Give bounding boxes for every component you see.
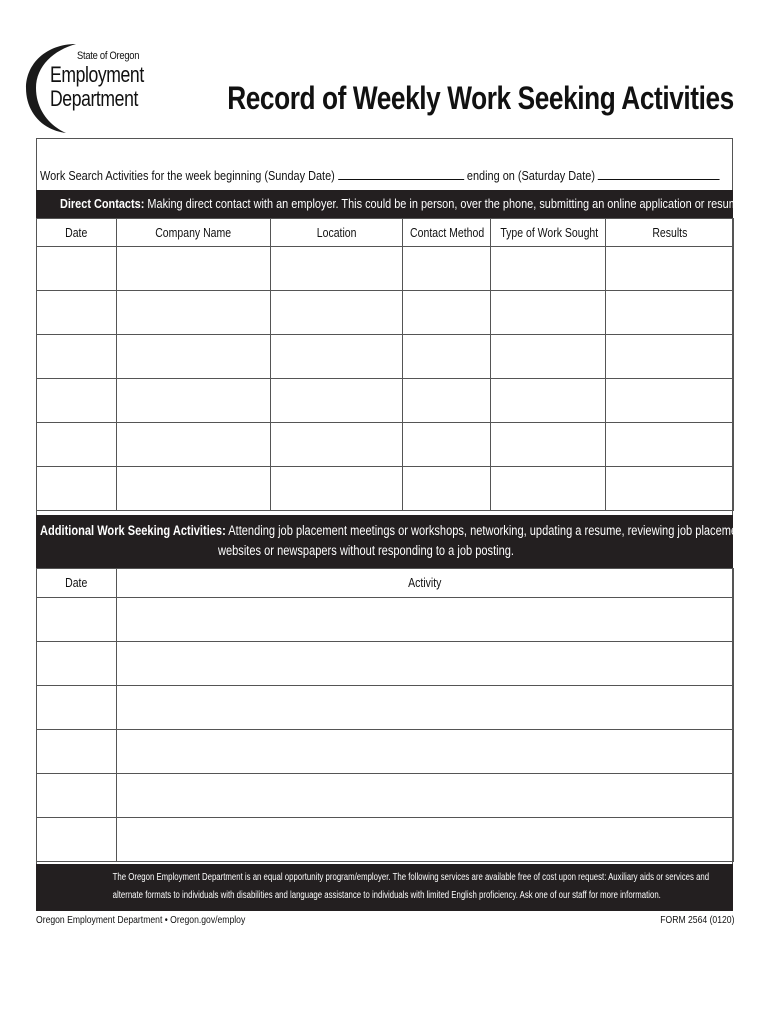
table-cell[interactable] — [37, 379, 117, 423]
table-cell[interactable] — [403, 423, 491, 467]
sunday-date-field[interactable] — [338, 167, 464, 180]
table-cell[interactable] — [37, 598, 117, 642]
table-cell[interactable] — [37, 291, 117, 335]
table-cell[interactable] — [606, 423, 734, 467]
table-cell[interactable] — [606, 335, 734, 379]
page-title: Record of Weekly Work Seeking Activities — [227, 80, 734, 116]
column-header: Company Name — [117, 219, 271, 247]
notice-line-2: alternate formats to individuals with disabilities and language assistance to individuals with limited English proficiency. Ask one of our staff for more information. — [112, 890, 661, 901]
table-cell[interactable] — [117, 291, 271, 335]
table-cell[interactable] — [271, 423, 403, 467]
table-cell[interactable] — [117, 467, 271, 511]
table-cell[interactable] — [271, 291, 403, 335]
table-cell[interactable] — [117, 335, 271, 379]
table-row — [37, 467, 734, 511]
additional-activities-text-2: websites or newspapers without responding to a job posting. — [218, 543, 514, 558]
equal-opportunity-notice — [36, 864, 733, 911]
table-cell[interactable] — [37, 247, 117, 291]
table-cell[interactable] — [491, 335, 606, 379]
column-header: Results — [606, 219, 734, 247]
direct-contacts-header — [36, 190, 747, 218]
column-header: Type of Work Sought — [491, 219, 606, 247]
table-cell[interactable] — [117, 730, 734, 774]
table-row — [37, 247, 734, 291]
table-cell[interactable] — [117, 642, 734, 686]
table-row — [37, 774, 734, 818]
table-cell[interactable] — [271, 247, 403, 291]
additional-activities-header — [36, 515, 747, 568]
table-cell[interactable] — [37, 774, 117, 818]
additional-activities-text: Attending job placement meetings or workshops, networking, updating a resume, reviewing job placement — [228, 523, 747, 538]
week-ending-label: ending on (Saturday Date) — [466, 168, 595, 183]
table-cell[interactable] — [117, 423, 271, 467]
table-cell[interactable] — [117, 818, 734, 862]
table-cell[interactable] — [491, 423, 606, 467]
table-cell[interactable] — [403, 247, 491, 291]
table-cell[interactable] — [117, 247, 271, 291]
table-row — [37, 423, 734, 467]
column-header: Date — [37, 219, 117, 247]
table-cell[interactable] — [117, 598, 734, 642]
table-cell[interactable] — [37, 467, 117, 511]
column-header: Location — [271, 219, 403, 247]
table-cell[interactable] — [37, 730, 117, 774]
additional-activities-label: Additional Work Seeking Activities: — [40, 523, 226, 538]
table-cell[interactable] — [271, 379, 403, 423]
table-cell[interactable] — [403, 291, 491, 335]
footer-form-number: FORM 2564 (0120) — [659, 914, 734, 926]
table-cell[interactable] — [403, 335, 491, 379]
employment-department-logo — [24, 40, 154, 135]
saturday-date-field[interactable] — [598, 167, 720, 180]
table-cell[interactable] — [37, 642, 117, 686]
table-cell[interactable] — [117, 379, 271, 423]
table-cell[interactable] — [606, 379, 734, 423]
additional-activities-table — [36, 568, 734, 862]
week-line — [40, 167, 720, 183]
table-cell[interactable] — [117, 774, 734, 818]
table-cell[interactable] — [37, 335, 117, 379]
table-row — [37, 598, 734, 642]
table-cell[interactable] — [606, 291, 734, 335]
table-cell[interactable] — [117, 686, 734, 730]
table-cell[interactable] — [491, 379, 606, 423]
table-header-row — [37, 569, 734, 598]
table-row — [37, 335, 734, 379]
table-cell[interactable] — [271, 467, 403, 511]
table-cell[interactable] — [606, 247, 734, 291]
logo-department-text: Department — [50, 86, 138, 111]
table-cell[interactable] — [403, 467, 491, 511]
table-cell[interactable] — [37, 686, 117, 730]
notice-line-1: The Oregon Employment Department is an equal opportunity program/employer. The following services are available free of cost upon request: Auxiliary aids or services and — [112, 872, 710, 883]
week-beginning-label: Work Search Activities for the week beginning (Sunday Date) — [40, 168, 335, 183]
table-row — [37, 291, 734, 335]
table-row — [37, 642, 734, 686]
table-row — [37, 686, 734, 730]
column-header: Activity — [117, 569, 734, 598]
table-row — [37, 818, 734, 862]
direct-contacts-text: Making direct contact with an employer. This could be in person, over the phone, submitting an online application or resume. — [147, 196, 747, 211]
table-cell[interactable] — [491, 467, 606, 511]
logo-employment-text: Employment — [50, 62, 144, 87]
table-cell[interactable] — [606, 467, 734, 511]
table-cell[interactable] — [403, 379, 491, 423]
footer-agency: Oregon Employment Department • Oregon.gov/employ — [36, 914, 246, 926]
column-header: Date — [37, 569, 117, 598]
logo-state-text: State of Oregon — [77, 50, 140, 62]
direct-contacts-label: Direct Contacts: — [60, 196, 145, 211]
table-cell[interactable] — [491, 247, 606, 291]
direct-contacts-table — [36, 218, 734, 511]
table-header-row — [37, 219, 734, 247]
table-row — [37, 379, 734, 423]
table-cell[interactable] — [37, 818, 117, 862]
table-cell[interactable] — [491, 291, 606, 335]
column-header: Contact Method — [403, 219, 491, 247]
table-cell[interactable] — [37, 423, 117, 467]
table-row — [37, 730, 734, 774]
table-cell[interactable] — [271, 335, 403, 379]
